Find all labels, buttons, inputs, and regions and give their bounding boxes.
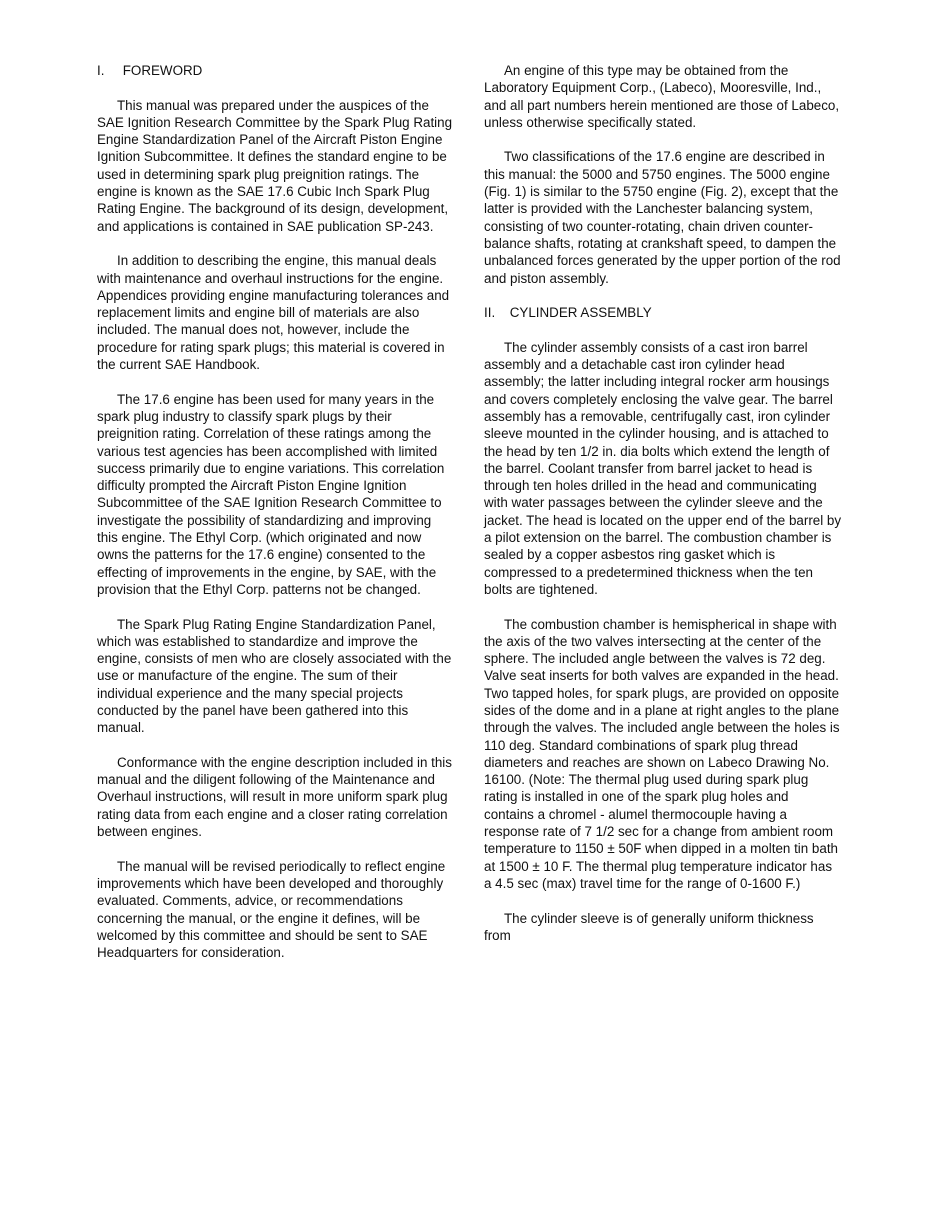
paragraph: The 17.6 engine has been used for many years in the spark plug industry to classify spark plugs by their preignition rating. Correlation of these ratings among the various test agencies has been accomplished with limited success primarily due to engine variations. This correlation difficulty prompted the Aircraft Piston Engine Ignition Subcommittee of the SAE Ignition Research Committee to investigate the possibility of standardizing and improving this engine. The Ethyl Corp. (which originated and now owns the patterns for the 17.6 engine) consented to the effecting of improvements in the engine, by SAE, with the provision that the Ethyl Corp. patterns not be changed. <box>97 391 445 597</box>
paragraph: The cylinder assembly consists of a cast iron barrel assembly and a detachable cast iron cylinder head assembly; the latter including integral rocker arm housings and covers completely enclosing the valve gear. The barrel assembly has a removable, centrifugally cast, iron cylinder sleeve mounted in the cylinder housing, and is attached to the head by ten 1/2 in. dia bolts which extend the length of the barrel. Coolant transfer from barrel jacket to head is through ten holes drilled in the head and communicating with water passages between the cylinder sleeve and the jacket. The head is located on the upper end of the barrel by a pilot extension on the barrel. The combustion chamber is sealed by a copper asbestos ring gasket which is compressed to a predetermined thickness when the ten bolts are tightened. <box>484 339 842 597</box>
section-number: II. <box>484 305 496 321</box>
paragraph: An engine of this type may be obtained from the Laboratory Equipment Corp., (Labeco), Mooresville, Ind., and all part numbers herein mentioned are those of Labeco, unless otherwise specifically stated. <box>484 63 840 130</box>
paragraph: In addition to describing the engine, this manual deals with maintenance and overhaul instructions for the engine. Appendices providing engine manufacturing tolerances and replacement limits and engine bill of materials are also included. The manual does not, however, include the procedure for rating spark plugs; this material is covered in the current SAE Handbook. <box>97 253 450 373</box>
section-number: I. <box>97 63 105 78</box>
paragraph: The cylinder sleeve is of generally uniform thickness from <box>484 910 814 943</box>
section-heading-cylinder-assembly <box>484 304 842 321</box>
left-column <box>97 62 455 979</box>
section-heading-foreword <box>97 62 455 79</box>
paragraph: Two classifications of the 17.6 engine are described in this manual: the 5000 and 5750 engines. The 5000 engine (Fig. 1) is similar to the 5750 engine (Fig. 2), except that the latter is provided with the Lanchester balancing system, consisting of two counter-rotating, chain driven counter-balance shafts, rotating at crankshaft speed, to dampen the unbalanced forces generated by the upper portion of the rod and piston assembly. <box>484 149 841 286</box>
right-column <box>484 62 842 961</box>
section-title: CYLINDER ASSEMBLY <box>509 305 652 321</box>
paragraph: The combustion chamber is hemispherical in shape with the axis of the two valves intersecting at the center of the sphere. The included angle between the valves is 72 deg. Valve seat inserts for both valves are expanded in the head. Two tapped holes, for spark plugs, are provided on opposite sides of the dome and in a plane at right angles to the plane through the valves. The included angle between the holes is 110 deg. Standard combinations of spark plug thread diameters and reaches are shown on Labeco Drawing No. 16100. (Note: The thermal plug used during spark plug rating is installed in one of the spark plug holes and contains a chromel - alumel thermocouple having a response rate of 7 1/2 sec for a change from ambient room temperature to 1150 ± 50F when dipped in a molten tin bath at 1500 ± 10 F. The thermal plug temperature indicator has a 4.5 sec (max) travel time for the range of 0-1600 F.) <box>484 616 840 891</box>
paragraph: The manual will be revised periodically to reflect engine improvements which have been developed and thoroughly evaluated. Comments, advice, or recommendations concerning the manual, or the engine it defines, will be welcomed by this committee and should be sent to SAE Headquarters for consideration. <box>97 858 446 961</box>
paragraph: This manual was prepared under the auspices of the SAE Ignition Research Committee by the Spark Plug Rating Engine Standardization Panel of the Aircraft Piston Engine Ignition Subcommittee. It defines the standard engine to be used in determining spark plug preignition ratings. The engine is known as the SAE 17.6 Cubic Inch Spark Plug Rating Engine. The background of its design, development, and applications is contained in SAE publication SP-243. <box>97 97 453 234</box>
section-title: FOREWORD <box>122 63 203 78</box>
paragraph: Conformance with the engine description included in this manual and the diligent following of the Maintenance and Overhaul instructions, will result in more uniform spark plug rating data from each engine and a closer rating correlation between engines. <box>97 754 452 840</box>
paragraph: The Spark Plug Rating Engine Standardization Panel, which was established to standardize and improve the engine, consists of men who are closely associated with the use or manufacture of the engine. The sum of their individual experience and the many special projects conducted by the panel have been gathered into this manual. <box>97 616 452 736</box>
